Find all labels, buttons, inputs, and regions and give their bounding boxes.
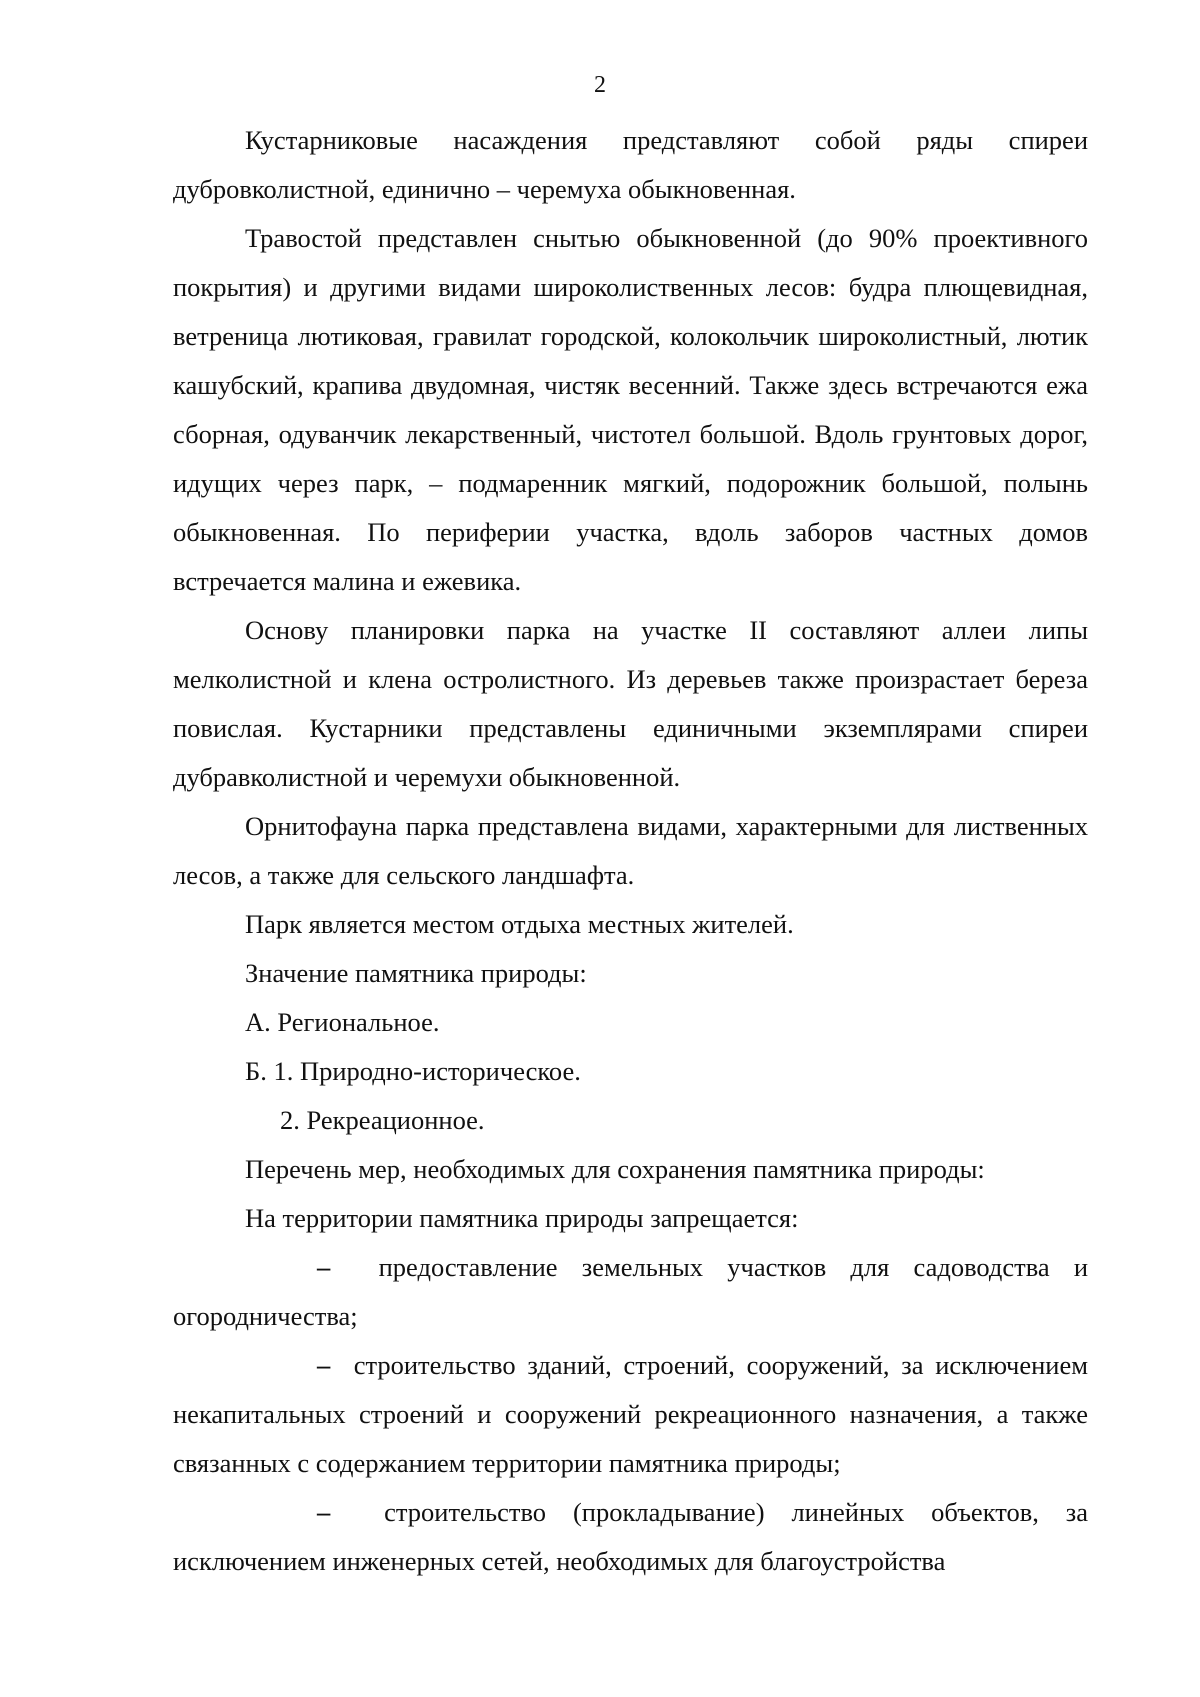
prohibition-item (173, 1341, 1088, 1488)
paragraph-significance-b2: 2. Рекреационное. (280, 1105, 485, 1135)
prohibition-item (173, 1243, 1088, 1341)
dash-bullet: – (317, 1252, 331, 1282)
page-number: 2 (594, 72, 606, 98)
paragraph-significance-b1: Б. 1. Природно-историческое. (245, 1056, 581, 1086)
paragraph-avifauna: Орнитофауна парка представлена видами, характерными для лиственных лесов, а также для сельского ландшафта. (173, 811, 1088, 890)
paragraph-significance-heading: Значение памятника природы: (245, 958, 587, 988)
paragraph-herbage: Травостой представлен снытью обыкновенной (до 90% проективного покрытия) и другими видами широколиственных лесов: будра плющевидная, ветреница лютиковая, гравилат городской, колокольчик широколистный, лютик кашубский, крапива двудомная, чистяк весенний. Также здесь встречаются ежа сборная, одуванчик лекарственный, чистотел большой. Вдоль грунтовых дорог, идущих через парк, – подмаренник мягкий, подорожник большой, полынь обыкновенная. По периферии участка, вдоль заборов частных домов встречается малина и ежевика. (173, 223, 1088, 596)
prohibition-text: строительство зданий, строений, сооружений, за исключением некапитальных строений и сооружений рекреационного назначения, а также связанных с содержанием территории памятника природы; (173, 1350, 1089, 1478)
prohibition-text: строительство (прокладывание) линейных объектов, за исключением инженерных сетей, необходимых для благоустройства (173, 1497, 1088, 1576)
dash-bullet: – (317, 1350, 331, 1380)
dash-bullet: – (317, 1497, 331, 1527)
paragraph-park-layout: Основу планировки парка на участке II составляют аллеи липы мелколистной и клена остролистного. Из деревьев также произрастает береза повислая. Кустарники представлены единичными экземплярами спиреи дубравколистной и черемухи обыкновенной. (173, 615, 1088, 792)
paragraph-prohibited-heading: На территории памятника природы запрещается: (245, 1203, 799, 1233)
prohibition-text: предоставление земельных участков для садоводства и огородничества; (173, 1252, 1088, 1331)
paragraph-measures-heading: Перечень мер, необходимых для сохранения памятника природы: (245, 1154, 985, 1184)
paragraph-significance-a: А. Региональное. (245, 1007, 440, 1037)
document-body (173, 116, 1088, 1586)
paragraph-recreation-place: Парк является местом отдыха местных жителей. (245, 909, 794, 939)
paragraph-shrubs: Кустарниковые насаждения представляют собой ряды спиреи дубровколистной, единично – черемуха обыкновенная. (173, 125, 1088, 204)
prohibition-item (173, 1488, 1088, 1586)
